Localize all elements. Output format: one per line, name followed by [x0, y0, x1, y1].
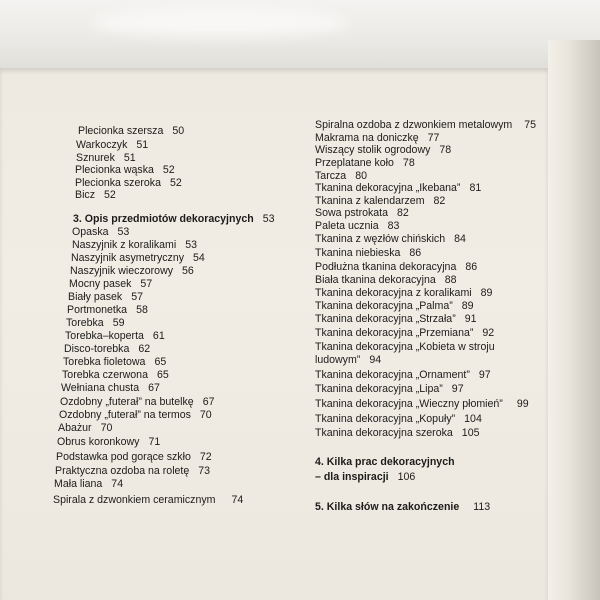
- toc-entry: Tkanina dekoracyjna „Wieczny płomień” 99: [315, 398, 529, 410]
- toc-entry: Paleta ucznia 83: [315, 220, 400, 232]
- toc-entry: Obrus koronkowy 71: [57, 436, 161, 448]
- toc-entry: Praktyczna ozdoba na roletę 73: [55, 465, 211, 477]
- toc-entry: Abażur 70: [58, 422, 113, 434]
- toc-entry: Ozdobny „futerał” na termos 70: [59, 409, 212, 421]
- toc-entry: Tarcza 80: [315, 170, 367, 182]
- toc-entry: – dla inspiracji 106: [315, 471, 416, 483]
- toc-entry: Portmonetka 58: [67, 304, 148, 316]
- toc-entry: Biały pasek 57: [68, 291, 143, 303]
- toc-entry: Biała tkanina dekoracyjna 88: [315, 274, 457, 286]
- toc-entry: Tkanina dekoracyjna z koralikami 89: [315, 287, 493, 299]
- toc-entry: Sowa pstrokata 82: [315, 207, 409, 219]
- toc-entry: Tkanina z kalendarzem 82: [315, 195, 446, 207]
- toc-entry: Torebka–koperta 61: [65, 330, 165, 342]
- page-edge: [548, 40, 600, 600]
- toc-entry: Przeplatane koło 78: [315, 157, 415, 169]
- toc-entry: Disco-torebka 62: [64, 343, 151, 355]
- toc-entry: Tkanina dekoracyjna „Kopuły” 104: [315, 413, 482, 425]
- toc-entry: Wełniana chusta 67: [61, 382, 160, 394]
- toc-entry: Torebka fioletowa 65: [63, 356, 167, 368]
- toc-entry: Tkanina dekoracyjna „Przemiana” 92: [315, 327, 495, 339]
- toc-entry: Podłużna tkanina dekoracyjna 86: [315, 261, 478, 273]
- toc-entry: Sznurek 51: [76, 152, 136, 164]
- toc-entry: Torebka czerwona 65: [62, 369, 169, 381]
- toc-entry: Mała liana 74: [54, 478, 124, 490]
- toc-entry: Tkanina niebieska 86: [315, 247, 422, 259]
- toc-entry: Wiszący stolik ogrodowy 78: [315, 144, 452, 156]
- toc-entry: Bicz 52: [75, 189, 116, 201]
- toc-entry: Warkoczyk 51: [76, 139, 149, 151]
- book-page: [0, 68, 548, 600]
- toc-entry: Makrama na doniczkę 77: [315, 132, 440, 144]
- toc-entry: Podstawka pod gorące szkło 72: [56, 451, 212, 463]
- toc-entry: Spirala z dzwonkiem ceramicznym 74: [53, 494, 244, 506]
- toc-entry: Naszyjnik wieczorowy 56: [70, 265, 194, 277]
- toc-entry: Torebka 59: [66, 317, 125, 329]
- toc-entry: Spiralna ozdoba z dzwonkiem metalowym 75: [315, 119, 537, 131]
- toc-section-heading: 5. Kilka słów na zakończenie 113: [315, 501, 491, 513]
- toc-entry: ludowym” 94: [315, 354, 382, 366]
- toc-section-heading: 4. Kilka prac dekoracyjnych: [315, 456, 455, 468]
- toc-entry: Ozdobny „futerał” na butelkę 67: [60, 396, 215, 408]
- toc-entry: Tkanina z węzłów chińskich 84: [315, 233, 466, 245]
- toc-entry: Mocny pasek 57: [69, 278, 153, 290]
- toc-entry: Tkanina dekoracyjna szeroka 105: [315, 427, 480, 439]
- toc-entry: Plecionka szersza 50: [78, 125, 185, 137]
- toc-entry: Tkanina dekoracyjna „Strzała” 91: [315, 313, 477, 325]
- plastic-sleeve: [0, 0, 600, 75]
- toc-entry: Naszyjnik z koralikami 53: [72, 239, 197, 251]
- toc-entry: Naszyjnik asymetryczny 54: [71, 252, 205, 264]
- toc-entry: Plecionka wąska 52: [75, 164, 175, 176]
- toc-entry: Tkanina dekoracyjna „Lipa” 97: [315, 383, 464, 395]
- toc-entry: Plecionka szeroka 52: [75, 177, 182, 189]
- toc-entry: Tkanina dekoracyjna „Kobieta w stroju: [315, 341, 495, 353]
- toc-entry: Tkanina dekoracyjna „Ikebana” 81: [315, 182, 482, 194]
- toc-entry: Tkanina dekoracyjna „Palma” 89: [315, 300, 474, 312]
- toc-entry: Tkanina dekoracyjna „Ornament” 97: [315, 369, 491, 381]
- toc-entry: Opaska 53: [72, 226, 130, 238]
- toc-section-heading: 3. Opis przedmiotów dekoracyjnych 53: [73, 213, 275, 225]
